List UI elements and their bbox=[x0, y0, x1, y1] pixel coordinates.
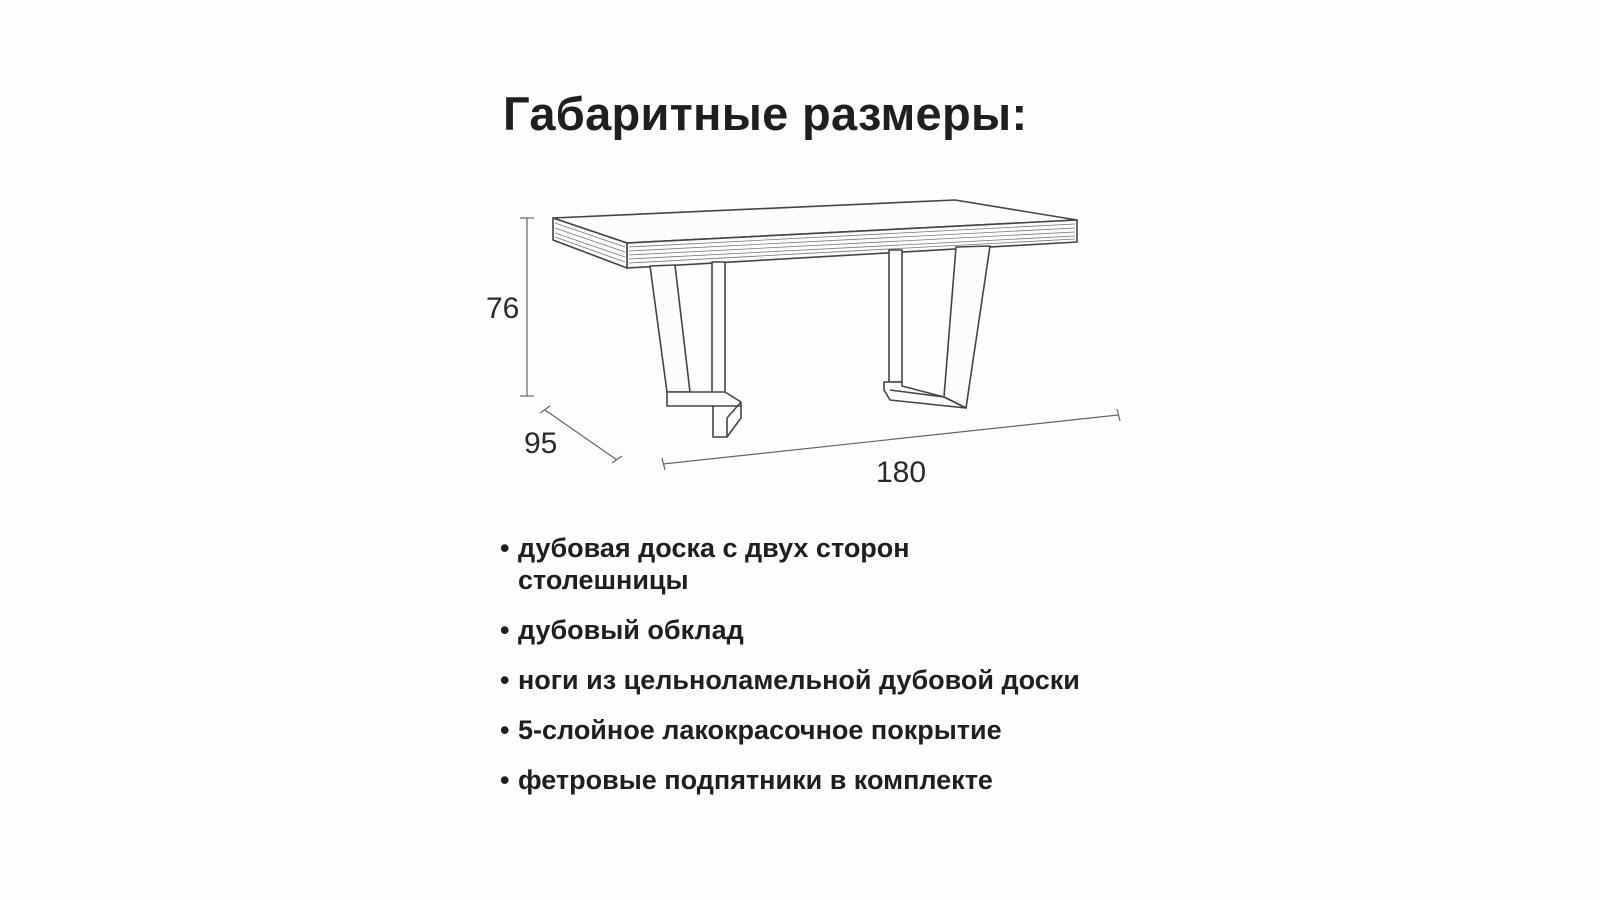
table-drawing bbox=[553, 200, 1077, 437]
bullet-dot-icon: • bbox=[500, 665, 510, 695]
feature-text: дубовая доска с двух сторон столешницы bbox=[518, 533, 910, 595]
feature-item bbox=[500, 532, 1120, 596]
bullet-dot-icon: • bbox=[500, 715, 510, 745]
length-label: 180 bbox=[876, 456, 927, 489]
height-label: 76 bbox=[486, 292, 520, 325]
bullet-dot-icon: • bbox=[500, 765, 510, 795]
feature-text: ноги из цельноламельной дубовой доски bbox=[518, 665, 1080, 695]
feature-text: фетровые подпятники в комплекте bbox=[518, 765, 993, 795]
left-leg bbox=[650, 262, 741, 437]
feature-list bbox=[500, 532, 1120, 814]
feature-item bbox=[500, 614, 1120, 646]
feature-item bbox=[500, 664, 1120, 696]
feature-item bbox=[500, 764, 1120, 796]
bullet-dot-icon: • bbox=[500, 533, 510, 563]
feature-item bbox=[500, 714, 1120, 746]
page-title: Габаритные размеры: bbox=[503, 87, 1028, 140]
depth-label: 95 bbox=[524, 427, 558, 460]
feature-text: 5-слойное лакокрасочное покрытие bbox=[518, 715, 1002, 745]
right-leg bbox=[884, 246, 990, 408]
feature-text: дубовый обклад bbox=[518, 615, 744, 645]
bullet-dot-icon: • bbox=[500, 615, 510, 645]
